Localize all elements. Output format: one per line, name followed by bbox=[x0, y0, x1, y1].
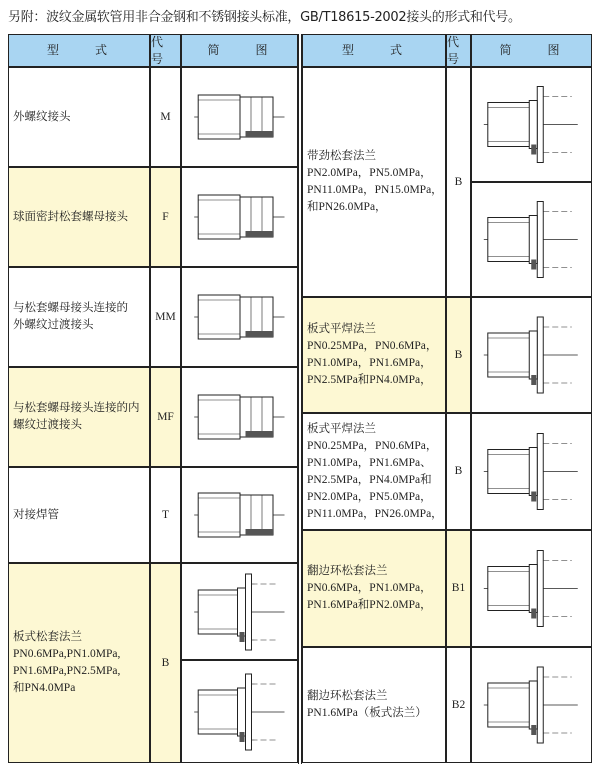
male-adapter-drawing-icon bbox=[185, 272, 295, 362]
left-row-5-diagram-b bbox=[181, 660, 298, 763]
left-row-4-diagram bbox=[181, 467, 298, 563]
left-row-1-type-text: 球面密封松套螺母接头 bbox=[13, 210, 128, 223]
page-title: 另附：波纹金属软管用非合金钢和不锈钢接头标准，GB/T18615-2002接头的形式和代号。 bbox=[8, 10, 521, 25]
right-row-3-code-text: B1 bbox=[451, 582, 466, 594]
right-row-1-diagram bbox=[471, 297, 592, 413]
right-row-1-code bbox=[446, 297, 471, 413]
right-row-0-code bbox=[446, 67, 471, 297]
right-row-2-type bbox=[302, 413, 446, 530]
header-type-left-text: 型 式 bbox=[46, 43, 111, 57]
left-row-4-code-text: T bbox=[161, 508, 170, 521]
plate-loose-flange-drawing-icon bbox=[185, 667, 295, 757]
left-row-0-type bbox=[8, 67, 150, 167]
header-code-right-text: 代号 bbox=[447, 34, 464, 66]
right-row-4-code bbox=[446, 647, 471, 763]
right-row-4-code-text: B2 bbox=[451, 698, 466, 711]
left-row-5-diagram-a bbox=[181, 563, 298, 660]
left-row-5-type bbox=[8, 563, 150, 763]
left-row-5-code-text: B bbox=[161, 656, 170, 669]
header-type-right bbox=[302, 34, 446, 67]
right-row-3-code bbox=[446, 530, 471, 647]
plate-slip-on-flange-drawing-icon bbox=[474, 302, 589, 408]
necked-loose-flange-drawing-icon bbox=[474, 72, 589, 177]
right-row-3-type-text: 翻边环松套法兰 PN0.6MPa，PN1.0MPa， PN1.6MPa和PN2.0MPa， bbox=[307, 565, 432, 611]
header-type-right-text: 型 式 bbox=[341, 43, 406, 57]
left-row-0-type-text: 外螺纹接头 bbox=[13, 110, 71, 123]
right-row-0-type-text: 带劲松套法兰 PN2.0MPa，PN5.0MPa， PN11.0MPa，PN15.0MPa， 和PN26.0MPa， bbox=[307, 150, 443, 213]
header-code-right bbox=[446, 34, 471, 67]
right-row-0-diagram-a bbox=[471, 67, 592, 182]
right-row-3-type bbox=[302, 530, 446, 647]
right-row-1-type-text: 板式平焊法兰 PN0.25MPa，PN0.6MPa， PN1.0MPa，PN1.6MPa， PN2.5MPa和PN4.0MPa， bbox=[307, 323, 438, 386]
right-row-2-diagram bbox=[471, 413, 592, 530]
left-row-2-type bbox=[8, 267, 150, 367]
header-code-left-text: 代号 bbox=[151, 34, 168, 66]
left-row-5-type-text: 板式松套法兰 PN0.6MPa,PN1.0MPa, PN1.6MPa,PN2.5MPa, 和PN4.0MPa bbox=[13, 631, 121, 694]
right-row-0-code-text: B bbox=[454, 175, 463, 188]
left-row-3-diagram bbox=[181, 367, 298, 467]
left-row-0-diagram bbox=[181, 67, 298, 167]
header-diagram-left bbox=[181, 34, 298, 67]
plate-loose-flange-drawing-icon bbox=[185, 567, 295, 657]
left-row-4-code bbox=[150, 467, 181, 563]
right-row-4-diagram bbox=[471, 647, 592, 763]
right-row-0-diagram-b bbox=[471, 182, 592, 297]
header-diagram-right bbox=[471, 34, 592, 67]
right-row-0-type bbox=[302, 67, 446, 297]
butt-weld-pipe-drawing-icon bbox=[185, 472, 295, 558]
left-row-4-type-text: 对接焊管 bbox=[13, 508, 59, 521]
right-row-4-type-text: 翻边环松套法兰 PN1.6MPa（板式法兰） bbox=[307, 690, 427, 719]
table-divider bbox=[298, 34, 302, 764]
necked-loose-flange-drawing-icon bbox=[474, 187, 589, 292]
header-type-left bbox=[8, 34, 150, 67]
left-row-3-code-text: MF bbox=[157, 410, 174, 423]
right-row-2-code-text: B bbox=[454, 465, 463, 477]
header-diagram-left-text: 简 图 bbox=[207, 43, 272, 57]
left-row-2-diagram bbox=[181, 267, 298, 367]
left-row-3-code bbox=[150, 367, 181, 467]
left-row-2-code-text: MM bbox=[155, 310, 176, 323]
left-row-2-type-text: 与松套螺母接头连接的 外螺纹过渡接头 bbox=[13, 302, 128, 331]
spherical-seal-nut-fitting-drawing-icon bbox=[185, 172, 295, 262]
right-row-4-type bbox=[302, 647, 446, 763]
left-row-5-code bbox=[150, 563, 181, 763]
plate-slip-on-flange-drawing-icon bbox=[474, 418, 589, 525]
left-row-3-type-text: 与松套螺母接头连接的内 螺纹过渡接头 bbox=[13, 402, 140, 431]
left-row-2-code bbox=[150, 267, 181, 367]
right-row-2-type-text: 板式平焊法兰 PN0.25MPa，PN0.6MPa， PN1.0MPa，PN1.6MPa、 PN2.5MPa，PN4.0MPa和 PN2.0MPa，PN5.0MPa， PN11.0MPa，PN26.0MPa， bbox=[307, 422, 443, 520]
left-row-1-diagram bbox=[181, 167, 298, 267]
lap-joint-flange-drawing-icon bbox=[474, 535, 589, 642]
right-row-1-code-text: B bbox=[454, 348, 463, 361]
female-adapter-drawing-icon bbox=[185, 372, 295, 462]
right-row-1-type bbox=[302, 297, 446, 413]
left-row-1-type bbox=[8, 167, 150, 267]
left-row-1-code-text: F bbox=[162, 210, 169, 223]
lap-joint-plate-flange-drawing-icon bbox=[474, 652, 589, 758]
male-thread-fitting-drawing-icon bbox=[185, 72, 295, 162]
left-row-3-type bbox=[8, 367, 150, 467]
left-row-1-code bbox=[150, 167, 181, 267]
right-row-3-diagram bbox=[471, 530, 592, 647]
header-code-left bbox=[150, 34, 181, 67]
left-row-0-code bbox=[150, 67, 181, 167]
left-row-4-type bbox=[8, 467, 150, 563]
header-diagram-right-text: 简 图 bbox=[499, 43, 564, 57]
left-row-0-code-text: M bbox=[160, 110, 171, 123]
right-row-2-code bbox=[446, 413, 471, 530]
